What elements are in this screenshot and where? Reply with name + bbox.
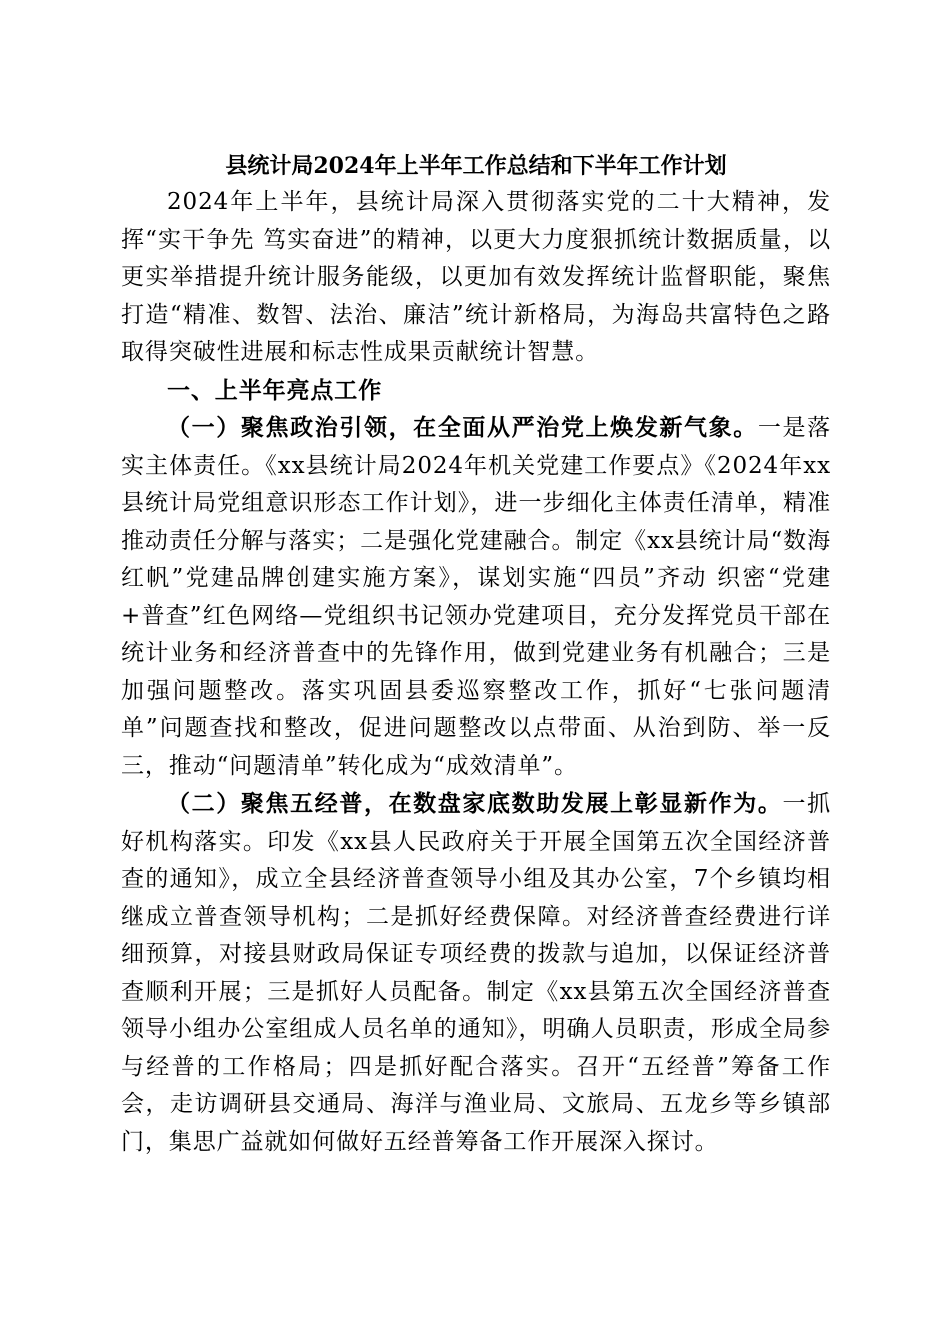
section-heading: 一、上半年亮点工作 — [167, 376, 383, 404]
item-body-1: 一是落实主体责任。《xx县统计局2024年机关党建工作要点》《2024年xx县统计局党组意识形态工作计划》，进一步细化主体责任清单，精准推动责任分解与落实；二是强化党建融合。制定《xx县统计局“数海红帆”党建品牌创建实施方案》，谋划实施“四员”齐动 织密“党建+普查”红色网络—党组织书记领办党建项目，充分发挥党员干部在统计业务和经济普查中的先锋作用，做到党建业务有机融合；三是加强问题整改。落实巩固县委巡察整改工作，抓好“七张问题清单”问题查找和整改，促进问题整改以点带面、从治到防、举一反三，推动“问题清单”转化成为“成效清单”。 — [121, 415, 831, 779]
document-page — [121, 148, 831, 1161]
item-paragraph-2 — [121, 785, 831, 1161]
item-lead-2: （二）聚焦五经普，在数盘家底数助发展上彰显新作为。 — [167, 790, 783, 817]
item-body-2: 一抓好机构落实。印发《xx县人民政府关于开展全国第五次全国经济普查的通知》，成立全县经济普查领导小组及其办公室，7个乡镇均相继成立普查领导机构；二是抓好经费保障。对经济普查经费进行详细预算，对接县财政局保证专项经费的拨款与追加，以保证经济普查顺利开展；三是抓好人员配备。制定《xx县第五次全国经济普查领导小组办公室组成人员名单的通知》，明确人员职责，形成全局参与经普的工作格局；四是抓好配合落实。召开“五经普”筹备工作会，走访调研县交通局、海洋与渔业局、文旅局、五龙乡等乡镇部门，集思广益就如何做好五经普筹备工作开展深入探讨。 — [121, 791, 831, 1155]
item-lead-1: （一）聚焦政治引领，在全面从严治党上焕发新气象。 — [167, 414, 758, 441]
document-title: 县统计局2024年上半年工作总结和下半年工作计划 — [225, 153, 727, 179]
item-paragraph-1 — [121, 409, 831, 785]
intro-paragraph: 2024年上半年，县统计局深入贯彻落实党的二十大精神，发挥“实干争先 笃实奋进”的精神，以更大力度狠抓统计数据质量，以更实举措提升统计服务能级，以更加有效发挥统计监督职能，聚焦打造“精准、数智、法治、廉洁”统计新格局，为海岛共富特色之路取得突破性进展和标志性成果贡献统计智慧。 — [121, 189, 831, 365]
